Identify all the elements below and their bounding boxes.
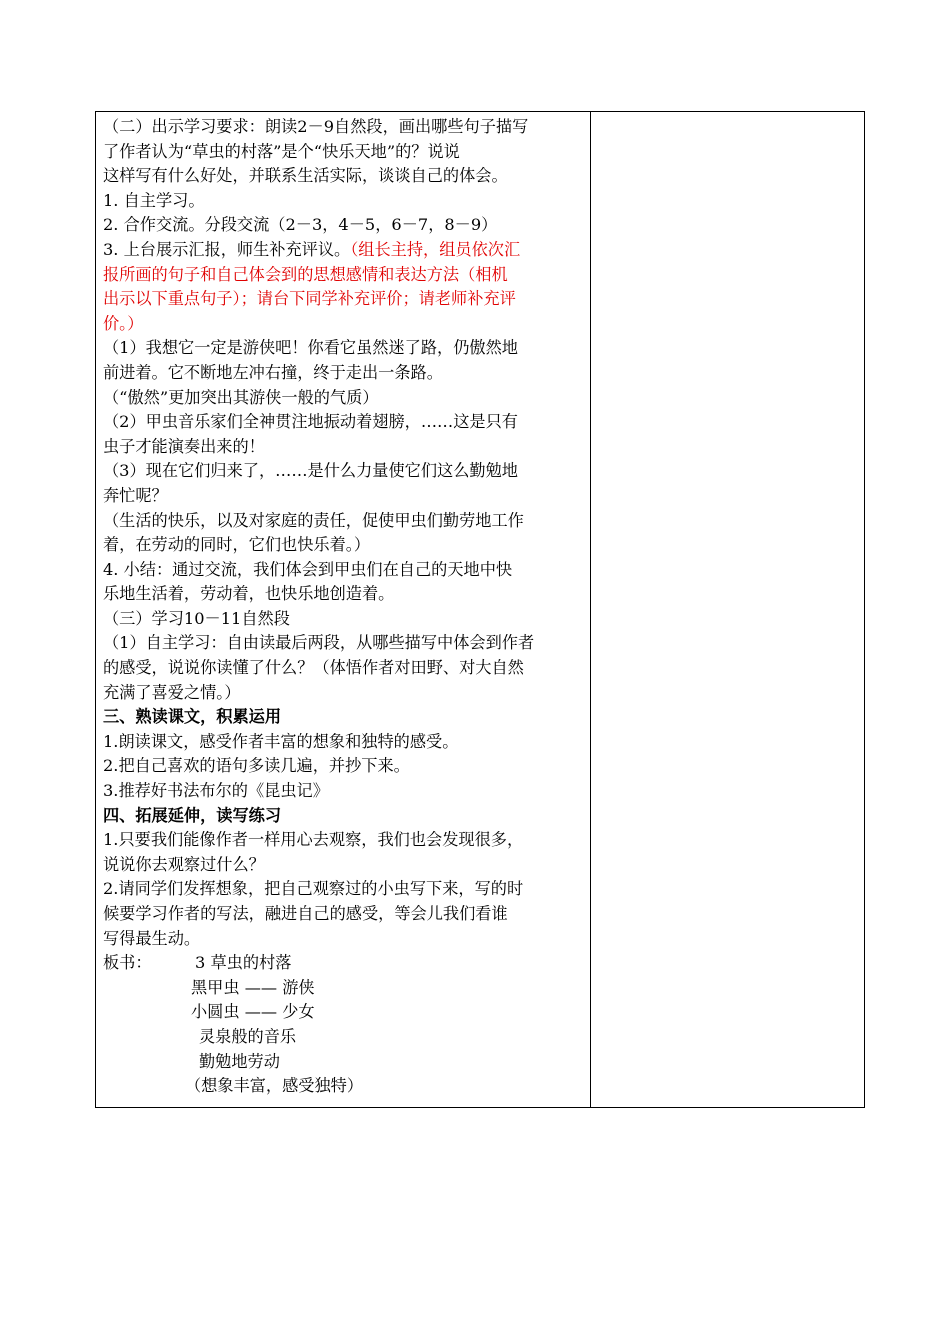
text-line: [103, 459, 584, 484]
text-line: [103, 828, 584, 853]
board-line: 黑甲虫 —— 游侠: [191, 977, 315, 997]
text-line: [103, 877, 584, 902]
text-line: [103, 779, 584, 804]
section-heading: [103, 804, 584, 829]
text-line: [103, 238, 584, 263]
highlighted-instruction: 价。）: [103, 313, 144, 333]
line-text: 说说你去观察过什么？: [103, 854, 265, 874]
text-line: [103, 287, 584, 312]
highlighted-instruction: 出示以下重点句子）；请台下同学补充评价；请老师补充评: [103, 289, 516, 309]
text-line: [103, 263, 584, 288]
line-text: 前进着。它不断地左冲右撞，终于走出一条路。: [103, 362, 443, 382]
line-text: （3）现在它们归来了，……是什么力量使它们这么勤勉地: [103, 461, 518, 481]
board-line: 灵泉般的音乐: [199, 1026, 297, 1046]
board-header: [103, 951, 584, 976]
line-text: （2）甲虫音乐家们全神贯注地振动着翅膀，……这是只有: [103, 412, 518, 432]
text-line: [103, 164, 584, 189]
line-text: 3. 上台展示汇报，师生补充评议。: [103, 239, 351, 259]
board-title: 3 草虫的村落: [195, 953, 292, 973]
text-line: [103, 140, 584, 165]
text-line: [103, 484, 584, 509]
text-line: [103, 927, 584, 952]
text-line: [103, 533, 584, 558]
text-line: [103, 607, 584, 632]
line-text: （“傲然”更加突出其游侠一般的气质）: [103, 387, 379, 407]
line-text: （1）我想它一定是游侠吧！你看它虽然迷了路，仍傲然地: [103, 338, 518, 358]
text-line: [103, 730, 584, 755]
text-line: [103, 336, 584, 361]
line-text: （生活的快乐，以及对家庭的责任，促使甲虫们勤劳地工作: [103, 510, 524, 530]
highlighted-instruction: （组长主持，组员依次汇: [350, 239, 521, 259]
line-text: 4. 小结：通过交流，我们体会到甲虫们在自己的天地中快: [103, 559, 513, 579]
line-text: 充满了喜爱之情。）: [103, 682, 241, 702]
line-text: 这样写有什么好处，并联系生活实际，谈谈自己的体会。: [103, 166, 508, 186]
text-line: [103, 631, 584, 656]
text-line: [103, 386, 584, 411]
line-text: 3.推荐好书法布尔的《昆虫记》: [103, 781, 329, 801]
line-text: 乐地生活着，劳动着，也快乐地创造着。: [103, 584, 395, 604]
text-line: [103, 213, 584, 238]
line-text: 四、拓展延伸，读写练习: [103, 805, 282, 825]
line-text: （三）学习10－11自然段: [103, 608, 290, 628]
line-text: 三、熟读课文，积累运用: [103, 707, 282, 727]
line-text: 了作者认为“草虫的村落”是个“快乐天地”的？说说: [103, 141, 460, 161]
line-text: 2.请同学们发挥想象，把自己观察过的小虫写下来，写的时: [103, 879, 524, 899]
line-text: 着，在劳动的同时，它们也快乐着。）: [103, 535, 371, 555]
board-line: 勤勉地劳动: [199, 1051, 280, 1071]
text-line: [103, 115, 584, 140]
text-line: [103, 189, 584, 214]
line-text: 2. 合作交流。分段交流（2－3，4－5，6－7，8－9）: [103, 215, 498, 235]
text-line: [103, 902, 584, 927]
text-line: [103, 558, 584, 583]
text-line: [103, 754, 584, 779]
line-text: 1.朗读课文，感受作者丰富的想象和独特的感受。: [103, 731, 459, 751]
line-text: 的感受，说说你读懂了什么？（体悟作者对田野、对大自然: [103, 658, 524, 678]
line-text: 候要学习作者的写法，融进自己的感受，等会儿我们看谁: [103, 904, 508, 923]
line-text: 虫子才能演奏出来的！: [103, 436, 265, 456]
text-line: [103, 410, 584, 435]
line-text: 2.把自己喜欢的语句多读几遍，并抄下来。: [103, 756, 410, 776]
lesson-plan-table: [95, 111, 865, 1108]
line-text: 1. 自主学习。: [103, 190, 205, 210]
board-label: 板书：: [103, 953, 152, 973]
text-line: [103, 582, 584, 607]
line-text: 1.只要我们能像作者一样用心去观察，我们也会发现很多，: [103, 830, 524, 850]
text-line: [103, 435, 584, 460]
text-line: [103, 656, 584, 681]
lesson-content-cell: [96, 112, 591, 1107]
text-line: [103, 681, 584, 706]
highlighted-instruction: 报所画的句子和自己体会到的思想感情和表达方法（相机: [103, 264, 508, 284]
board-line: （想象丰富，感受独特）: [185, 1076, 364, 1096]
notes-cell: [591, 112, 864, 1107]
text-line: [103, 509, 584, 534]
text-line: [103, 361, 584, 386]
text-line: [103, 312, 584, 337]
line-text: （二）出示学习要求：朗读2－9自然段，画出哪些句子描写: [103, 117, 529, 136]
line-text: 奔忙呢？: [103, 485, 168, 505]
line-text: 写得最生动。: [103, 928, 201, 948]
section-heading: [103, 705, 584, 730]
board-line: 小圆虫 —— 少女: [191, 1002, 315, 1022]
text-line: [103, 853, 584, 878]
line-text: （1）自主学习：自由读最后两段，从哪些描写中体会到作者: [103, 633, 535, 653]
